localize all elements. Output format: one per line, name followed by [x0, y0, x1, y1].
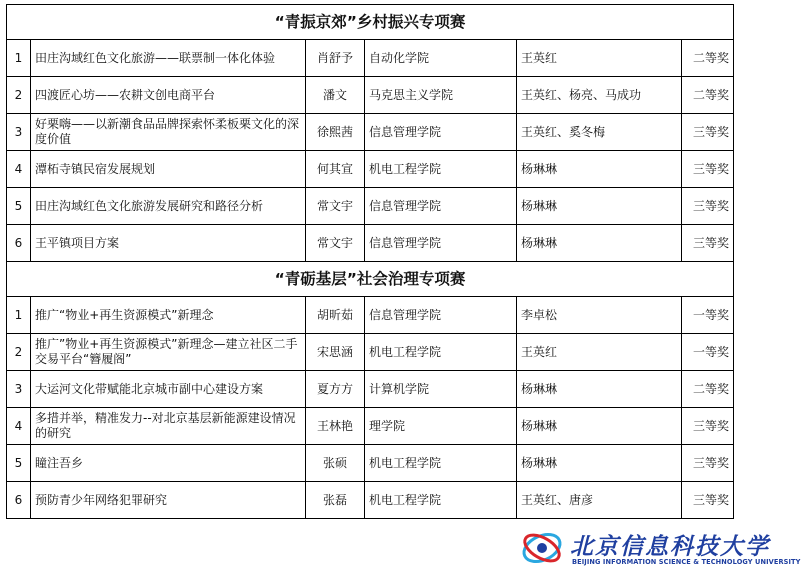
student-name: 王林艳 — [306, 408, 365, 445]
project-name: 田庄沟域红色文化旅游——联票制一体化体验 — [31, 40, 306, 77]
advisor-names: 王英红 — [517, 40, 682, 77]
table-row — [7, 297, 734, 334]
student-name: 何其宣 — [306, 151, 365, 188]
table-row — [7, 334, 734, 371]
advisor-names: 王英红、奚冬梅 — [517, 114, 682, 151]
college-name: 计算机学院 — [365, 371, 517, 408]
table-row — [7, 445, 734, 482]
project-name: 王平镇项目方案 — [31, 225, 306, 262]
college-name: 理学院 — [365, 408, 517, 445]
row-number: 3 — [7, 114, 31, 151]
row-number: 4 — [7, 151, 31, 188]
project-name: 田庄沟域红色文化旅游发展研究和路径分析 — [31, 188, 306, 225]
table-row — [7, 408, 734, 445]
awards-table — [6, 4, 734, 519]
table-row — [7, 188, 734, 225]
project-name: 多措并举，精准发力--对北京基层新能源建设情况的研究 — [31, 408, 306, 445]
row-number: 1 — [7, 297, 31, 334]
row-number: 5 — [7, 445, 31, 482]
award-level: 三等奖 — [682, 188, 734, 225]
section-header — [7, 262, 734, 297]
student-name: 胡昕茹 — [306, 297, 365, 334]
project-name: 四渡匠心坊——农耕文创电商平台 — [31, 77, 306, 114]
row-number: 4 — [7, 408, 31, 445]
college-name: 机电工程学院 — [365, 482, 517, 519]
award-level: 三等奖 — [682, 445, 734, 482]
college-name: 机电工程学院 — [365, 151, 517, 188]
student-name: 常文宇 — [306, 225, 365, 262]
project-name: 推广“物业+再生资源模式”新理念 — [31, 297, 306, 334]
student-name: 夏方方 — [306, 371, 365, 408]
table-row — [7, 371, 734, 408]
project-name: 预防青少年网络犯罪研究 — [31, 482, 306, 519]
table-row — [7, 482, 734, 519]
row-number: 5 — [7, 188, 31, 225]
university-name-en: BEIJING INFORMATION SCIENCE & TECHNOLOGY UNIVERSITY — [572, 558, 801, 566]
student-name: 潘文 — [306, 77, 365, 114]
award-level: 一等奖 — [682, 297, 734, 334]
student-name: 张磊 — [306, 482, 365, 519]
award-level: 三等奖 — [682, 482, 734, 519]
row-number: 1 — [7, 40, 31, 77]
row-number: 2 — [7, 334, 31, 371]
award-level: 三等奖 — [682, 151, 734, 188]
college-name: 信息管理学院 — [365, 297, 517, 334]
student-name: 张硕 — [306, 445, 365, 482]
college-name: 机电工程学院 — [365, 334, 517, 371]
student-name: 肖舒予 — [306, 40, 365, 77]
row-number: 6 — [7, 225, 31, 262]
advisor-names: 王英红、唐彦 — [517, 482, 682, 519]
project-name: 推广”物业+再生资源模式”新理念—建立社区二手交易平台“簪履阁” — [31, 334, 306, 371]
student-name: 宋思涵 — [306, 334, 365, 371]
advisor-names: 杨琳琳 — [517, 225, 682, 262]
university-logo — [520, 526, 801, 570]
row-number: 2 — [7, 77, 31, 114]
award-level: 三等奖 — [682, 225, 734, 262]
student-name: 徐熙茜 — [306, 114, 365, 151]
advisor-names: 杨琳琳 — [517, 408, 682, 445]
section-title: “青振京郊”乡村振兴专项赛 — [7, 5, 734, 40]
advisor-names: 杨琳琳 — [517, 445, 682, 482]
college-name: 马克思主义学院 — [365, 77, 517, 114]
advisor-names: 李卓松 — [517, 297, 682, 334]
award-level: 一等奖 — [682, 334, 734, 371]
table-row — [7, 151, 734, 188]
college-name: 自动化学院 — [365, 40, 517, 77]
college-name: 信息管理学院 — [365, 114, 517, 151]
university-emblem-icon — [520, 526, 568, 570]
table-row — [7, 114, 734, 151]
project-name: 潭柘寺镇民宿发展规划 — [31, 151, 306, 188]
award-level: 二等奖 — [682, 40, 734, 77]
project-name: 瞳注吾乡 — [31, 445, 306, 482]
college-name: 信息管理学院 — [365, 225, 517, 262]
project-name: 好栗嗨——以新潮食品品牌探索怀柔板栗文化的深度价值 — [31, 114, 306, 151]
university-name-cn: 北京信息科技大学 — [570, 533, 770, 560]
table-row — [7, 40, 734, 77]
college-name: 信息管理学院 — [365, 188, 517, 225]
advisor-names: 杨琳琳 — [517, 188, 682, 225]
college-name: 机电工程学院 — [365, 445, 517, 482]
student-name: 常文宇 — [306, 188, 365, 225]
section-header — [7, 5, 734, 40]
advisor-names: 杨琳琳 — [517, 151, 682, 188]
table-row — [7, 225, 734, 262]
table-row — [7, 77, 734, 114]
award-level: 三等奖 — [682, 408, 734, 445]
award-level: 二等奖 — [682, 371, 734, 408]
project-name: 大运河文化带赋能北京城市副中心建设方案 — [31, 371, 306, 408]
advisor-names: 杨琳琳 — [517, 371, 682, 408]
award-level: 二等奖 — [682, 77, 734, 114]
section-title: “青砺基层”社会治理专项赛 — [7, 262, 734, 297]
award-level: 三等奖 — [682, 114, 734, 151]
advisor-names: 王英红 — [517, 334, 682, 371]
awards-table-body — [7, 5, 734, 519]
row-number: 6 — [7, 482, 31, 519]
row-number: 3 — [7, 371, 31, 408]
advisor-names: 王英红、杨亮、马成功 — [517, 77, 682, 114]
